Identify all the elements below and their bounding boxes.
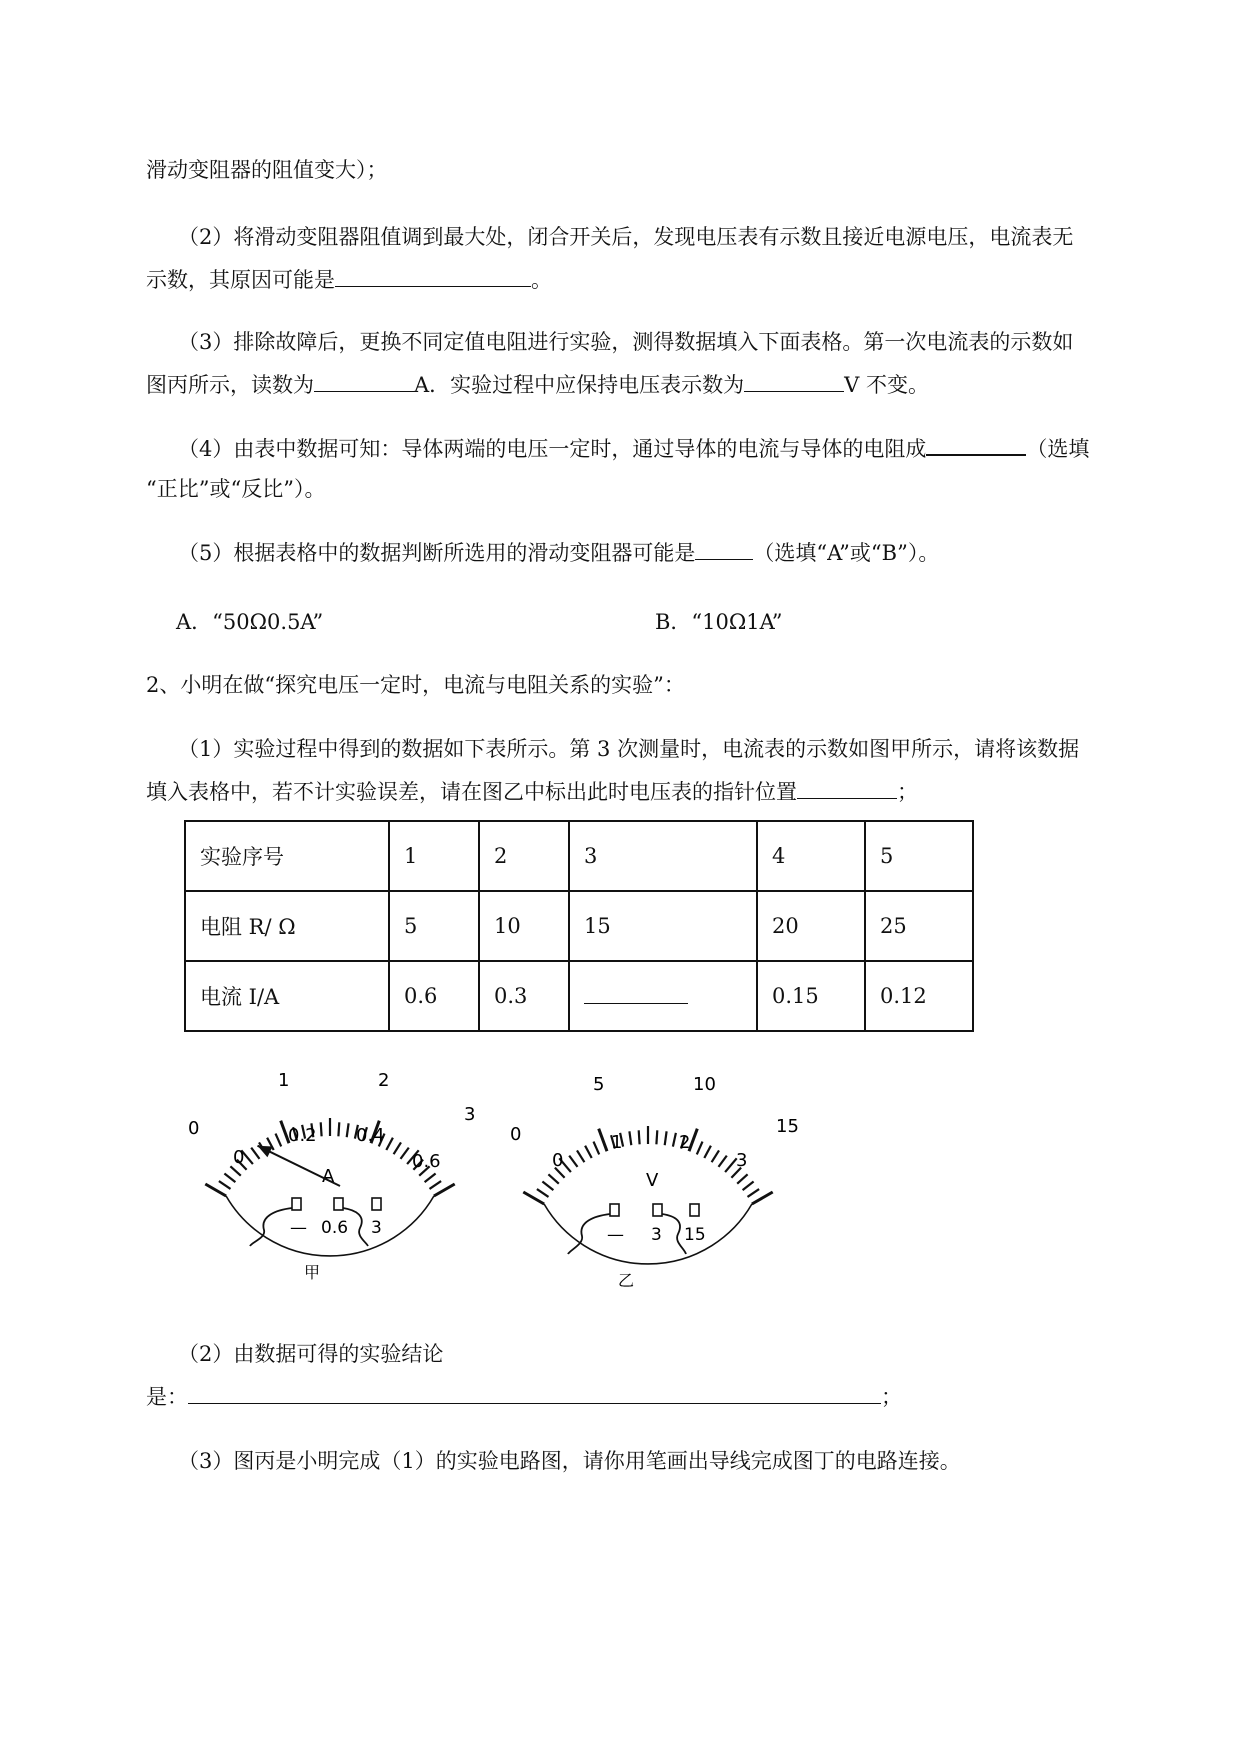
table-cell: 1 <box>389 821 479 891</box>
scale-tick <box>434 1184 455 1196</box>
scale-tick <box>639 1130 640 1144</box>
table-cell: 5 <box>865 821 973 891</box>
voltmeter <box>510 1074 799 1290</box>
option-b: B．“10Ω1A” <box>655 610 783 634</box>
scale-tick <box>569 1156 577 1167</box>
scale-tick <box>401 1148 409 1159</box>
voltmeter-outer-label-2: 10 <box>693 1074 716 1095</box>
scale-tick <box>748 1189 760 1197</box>
scale-tick <box>205 1184 226 1196</box>
scale-tick <box>697 1142 703 1155</box>
table-cell: 15 <box>569 891 757 961</box>
scale-tick <box>585 1146 592 1158</box>
voltmeter-inner-label-1: 1 <box>611 1132 623 1153</box>
table-cell: 2 <box>479 821 569 891</box>
table-cell: 20 <box>757 891 865 961</box>
q2-part2-line2: 是： ； <box>146 1381 902 1412</box>
answer-blank-trial3-current[interactable] <box>584 983 688 1004</box>
scale-tick <box>752 1192 773 1204</box>
ammeter-inner-label-3: 0.6 <box>412 1151 441 1172</box>
voltmeter-unit-label: V <box>646 1170 659 1191</box>
voltmeter-inner-label-0: 0 <box>552 1150 564 1171</box>
ammeter-unit-label: A <box>322 1166 335 1187</box>
table-cell: 0.12 <box>865 961 973 1031</box>
scale-tick <box>219 1181 231 1189</box>
table-cell: 3 <box>569 821 757 891</box>
scale-tick <box>386 1138 393 1150</box>
scale-tick <box>338 1122 339 1136</box>
scale-tick <box>743 1182 754 1191</box>
voltmeter-inner-label-2: 2 <box>679 1132 691 1153</box>
scale-tick <box>224 1174 235 1183</box>
ammeter-outer-label-1: 1 <box>278 1070 290 1091</box>
table-cell: 实验序号 <box>185 821 389 891</box>
ammeter-terminal-label-1: 0.6 <box>321 1218 349 1238</box>
question-2-title: 2、小明在做“探究电压一定时，电流与电阻关系的实验”： <box>146 673 685 697</box>
q1-part3-line2: 图丙所示，读数为 A．实验过程中应保持电压表示数为 V 不变。 <box>146 369 929 400</box>
paragraph-q1-1-continuation: 滑动变阻器的阻值变大）； <box>146 158 388 182</box>
table-row <box>185 821 973 891</box>
scale-tick <box>719 1156 727 1167</box>
ammeter-terminal-label-2: 3 <box>371 1218 382 1238</box>
ammeter-inner-label-1: 0.2 <box>288 1125 317 1146</box>
ammeter <box>188 1070 475 1282</box>
scale-tick <box>673 1133 676 1147</box>
scale-tick <box>523 1192 544 1204</box>
voltmeter-terminal-label-2: 15 <box>684 1225 706 1245</box>
scale-tick <box>425 1174 436 1183</box>
table-cell: 0.3 <box>479 961 569 1031</box>
voltmeter-terminal-label-0: — <box>607 1225 624 1245</box>
scale-tick <box>599 1129 607 1152</box>
voltmeter-inner-label-3: 3 <box>736 1150 748 1171</box>
scale-tick <box>577 1150 584 1162</box>
scale-tick <box>542 1182 553 1191</box>
table-cell: 4 <box>757 821 865 891</box>
q1-part5: （5）根据表格中的数据判断所选用的滑动变阻器可能是 （选填“A”或“B”）。 <box>178 537 939 568</box>
table-cell: 电流 I/A <box>185 961 389 1031</box>
q2-part3: （3）图丙是小明完成（1）的实验电路图，请你用笔画出导线完成图丁的电路连接。 <box>178 1449 961 1473</box>
q1-part2-line1: （2）将滑动变阻器阻值调到最大处，闭合开关后，发现电压表有示数且接近电源电压，电流表无 <box>178 225 1074 249</box>
table-cell: 0.6 <box>389 961 479 1031</box>
scale-tick <box>548 1174 558 1183</box>
scale-tick <box>537 1189 549 1197</box>
table-cell: 电阻 R/ Ω <box>185 891 389 961</box>
voltmeter-outer-label-3: 15 <box>776 1116 799 1137</box>
answer-blank-current-reading[interactable] <box>314 369 414 392</box>
table-cell: 10 <box>479 891 569 961</box>
scale-tick <box>725 1158 737 1172</box>
scale-tick <box>656 1130 657 1144</box>
voltmeter-scale-ticks <box>523 1126 772 1264</box>
table-cell: 5 <box>389 891 479 961</box>
ammeter-inner-label-2: 0.4 <box>356 1125 385 1146</box>
table-row <box>185 891 973 961</box>
q2-part1-line1: （1）实验过程中得到的数据如下表所示。第 3 次测量时，电流表的示数如图甲所示，请将该数据 <box>178 737 1080 761</box>
ammeter-caption: 甲 <box>304 1263 321 1282</box>
voltmeter-terminal-label-1: 3 <box>651 1225 662 1245</box>
answer-blank-rheostat-choice[interactable] <box>695 537 753 560</box>
scale-tick <box>737 1174 747 1183</box>
table-cell: 25 <box>865 891 973 961</box>
scale-tick <box>704 1146 711 1158</box>
answer-blank-pointer-position[interactable] <box>797 776 897 799</box>
ammeter-outer-label-3: 3 <box>464 1104 476 1125</box>
voltmeter-outer-label-1: 5 <box>593 1074 605 1095</box>
voltmeter-outer-label-0: 0 <box>510 1124 522 1145</box>
scale-tick <box>712 1150 719 1162</box>
scale-tick <box>665 1131 667 1145</box>
scale-tick <box>347 1123 349 1137</box>
scale-tick <box>276 1134 282 1147</box>
scale-tick <box>629 1131 631 1145</box>
ammeter-outer-label-0: 0 <box>188 1118 200 1139</box>
ammeter-outer-label-2: 2 <box>378 1070 390 1091</box>
table-row <box>185 961 973 1031</box>
ammeter-terminal-label-0: — <box>290 1218 307 1238</box>
q1-part3-line1: （3）排除故障后，更换不同定值电阻进行实验，测得数据填入下面表格。第一次电流表的示数如 <box>178 330 1074 354</box>
scale-tick <box>321 1122 322 1136</box>
q1-part4-line1: （4）由表中数据可知：导体两端的电压一定时，通过导体的电流与导体的电阻成 （选填 <box>178 432 1089 464</box>
table-cell-blank[interactable] <box>569 961 757 1031</box>
scale-tick <box>394 1142 401 1154</box>
voltmeter-wire-right <box>662 1214 686 1254</box>
ammeter-terminals <box>292 1198 381 1210</box>
data-table <box>184 820 974 1032</box>
answer-blank-relation[interactable] <box>926 432 1026 456</box>
meters-figure <box>180 1068 820 1300</box>
scale-tick <box>251 1148 259 1159</box>
answer-blank-conclusion[interactable] <box>188 1381 881 1404</box>
scale-tick <box>594 1142 600 1155</box>
q2-part1-line2: 填入表格中，若不计实验误差，请在图乙中标出此时电压表的指针位置 ； <box>146 776 918 807</box>
table-cell: 0.15 <box>757 961 865 1031</box>
q2-part2-line1: （2）由数据可得的实验结论 <box>178 1342 444 1366</box>
q1-part2-line2: 示数，其原因可能是 。 <box>146 264 552 295</box>
scale-tick <box>430 1181 442 1189</box>
voltmeter-caption: 乙 <box>618 1271 635 1290</box>
option-a: A．“50Ω0.5A” <box>176 610 324 634</box>
answer-blank-voltage[interactable] <box>744 369 844 392</box>
voltmeter-terminals <box>610 1204 699 1216</box>
q1-part4-line2: “正比”或“反比”）。 <box>146 477 326 501</box>
ammeter-inner-label-0: 0 <box>233 1147 245 1168</box>
answer-blank-fault-cause[interactable] <box>335 264 531 287</box>
scale-arc <box>544 1204 752 1264</box>
